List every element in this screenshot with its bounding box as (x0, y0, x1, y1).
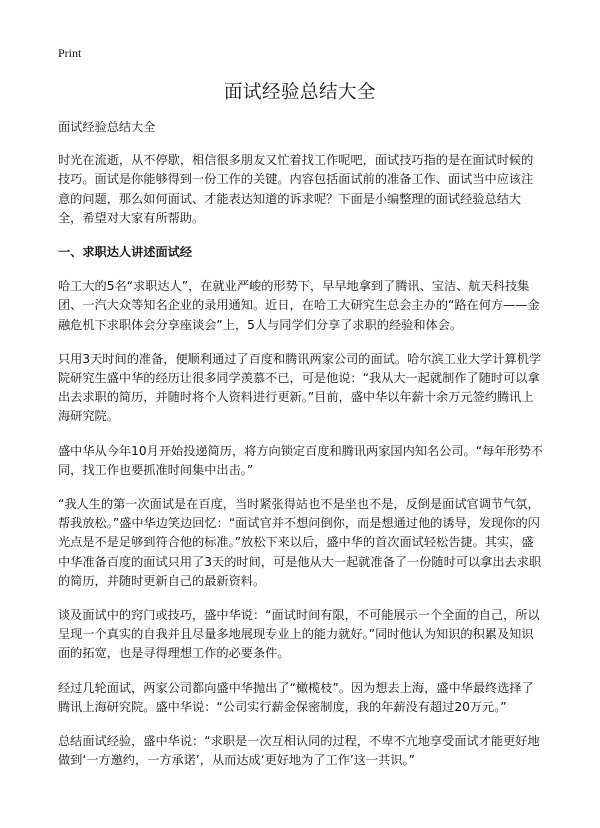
print-link[interactable]: Print (58, 46, 82, 60)
section-heading: 一、求职达人讲述面试经 (58, 245, 193, 260)
paragraph-4: “我人生的第一次面试是在百度，当时紧张得站也不是坐也不是，反倒是面试官调节气氛，帮我放松。”盛中华边笑边回忆：“面试官并不想问倒你，而是想通过他的诱导，发现你的闪光点是不是足够到符合他的标准。”放松下来以后，盛中华的首次面试轻松告捷。其实，盛中华准备百度的面试只用了3天的时间，可是他从大一起就准备了一份随时可以拿出去求职的简历，并随时更新自己的最新资料。 (58, 497, 542, 588)
article-body (58, 118, 544, 785)
intro-paragraph: 时光在流逝，从不停歇，相信很多朋友又忙着找工作呢吧，面试技巧指的是在面试时候的技巧。面试是你能够得到一份工作的关键。内容包括面试前的准备工作、面试当中应该注意的问题，那么如何面试、才能表达知道的诉求呢？下面是小编整理的面试经验总结大全，希望对大家有所帮助。 (58, 153, 534, 225)
paragraph-1: 哈工大的5名“求职达人”，在就业严峻的形势下，早早地拿到了腾讯、宝洁、航天科技集团、一汽大众等知名企业的录用通知。近日，在哈工大研究生总会主办的“路在何方——金融危机下求职体会分享座谈会”上，5人与同学们分享了求职的经验和体会。 (58, 279, 540, 332)
paragraph-7: 总结面试经验，盛中华说：“求职是一次互相认同的过程，不卑不亢地享受面试才能更好地做到‘一方邀约，一方承诺’，从而达成‘更好地为了工作’这一共识。” (58, 734, 540, 768)
page-title: 面试经验总结大全 (223, 82, 376, 103)
paragraph-2: 只用3天时间的准备，便顺利通过了百度和腾讯两家公司的面试。哈尔滨工业大学计算机学院研究生盛中华的经历让很多同学羡慕不已，可是他说：“我从大一起就制作了随时可以拿出去求职的简历，并随时将个人资料进行更新。”目前，盛中华以年薪十余万元签约腾讯上海研究院。 (58, 351, 542, 424)
paragraph-6: 经过几轮面试，两家公司都向盛中华抛出了“橄榄枝”。因为想去上海，盛中华最终选择了腾讯上海研究院。盛中华说：“公司实行薪金保密制度，我的年薪没有超过20万元。” (58, 680, 534, 714)
paragraph-5: 谈及面试中的窍门或技巧，盛中华说：“面试时间有限，不可能展示一个全面的自己，所以呈现一个真实的自我并且尽量多地展现专业上的能力就好。”同时他认为知识的积累及知识面的拓宽，也是寻得理想工作的必要条件。 (58, 608, 540, 661)
paragraph-3: 盛中华从今年10月开始投递简历，将方向锁定百度和腾讯两家国内知名公司。“每年形势不同，找工作也要抓准时间集中出击。” (58, 443, 543, 477)
article-subtitle: 面试经验总结大全 (58, 120, 156, 134)
